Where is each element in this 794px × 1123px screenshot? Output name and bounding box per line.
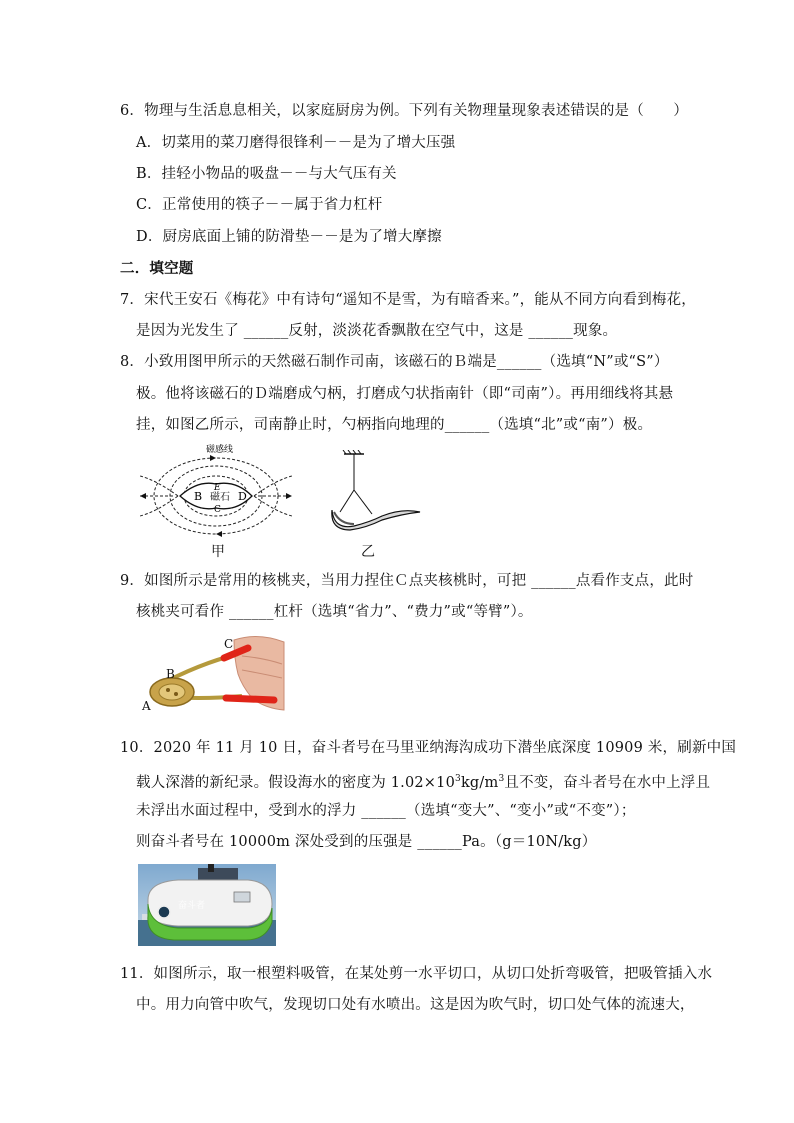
point-b-label-nut: B — [166, 667, 175, 681]
submersible-photo — [138, 864, 276, 946]
q8-line-1: 8．小致用图甲所示的天然磁石制作司南，该磁石的Ｂ端是______（选填“N”或“S”） — [120, 354, 669, 370]
q6-option-d: D．厨房底面上铺的防滑垫－－是为了增大摩擦 — [136, 229, 442, 245]
q10-unit: kg/m — [460, 774, 499, 791]
magnet-field-figure — [136, 440, 296, 538]
point-c-label-nut: C — [224, 637, 234, 651]
caption-right: 乙 — [361, 544, 375, 560]
q8-line-3: 挂，如图乙所示，司南静止时，勺柄指向地理的______（选填“北”或“南”）极。 — [136, 417, 653, 433]
q7-line-2: 是因为光发生了 ______反射，淡淡花香飘散在空气中，这是 ______现象。 — [136, 323, 618, 339]
q6-stem: 6．物理与生活息息相关，以家庭厨房为例。下列有关物理量现象表述错误的是（ ） — [120, 103, 689, 119]
q9-line-1: 9．如图所示是常用的核桃夹，当用力捏住Ｃ点夹核桃时，可把 ______点看作支点，此时 — [120, 573, 694, 589]
q6-option-b: B．挂轻小物品的吸盘－－与大气压有关 — [136, 166, 397, 182]
q10-line-4: 则奋斗者号在 10000m 深处受到的压强是 ______Pa。（g＝10N/kg） — [136, 834, 597, 850]
q6-option-a: A．切菜用的菜刀磨得很锋利－－是为了增大压强 — [136, 135, 456, 151]
magnet-label: 磁石 — [210, 492, 230, 503]
point-a-label: A — [142, 699, 151, 713]
q10-line-2-post: 且不变，奋斗者号在水中上浮且 — [504, 774, 711, 791]
sinan-spoon-figure — [326, 450, 422, 532]
point-d-label: D — [238, 490, 247, 503]
field-line-label: 磁感线 — [206, 445, 234, 455]
q6-option-c: C．正常使用的筷子－－属于省力杠杆 — [136, 197, 383, 213]
q8-line-2: 极。他将该磁石的Ｄ端磨成勺柄，打磨成勺状指南针（即“司南”）。再用细线将其悬 — [136, 386, 674, 402]
q7-line-1: 7．宋代王安石《梅花》中有诗句“遥知不是雪，为有暗香来。”，能从不同方向看到梅花， — [120, 292, 696, 308]
nutcracker-figure — [138, 634, 288, 718]
q10-line-2-pre: 载人深潜的新纪录。假设海水的密度为 1.02×10 — [136, 774, 455, 791]
point-b-label: B — [194, 490, 203, 503]
submersible-name: 奋斗者 — [178, 901, 206, 911]
q10-line-2 — [136, 769, 710, 793]
q9-line-2: 核桃夹可看作 ______杠杆（选填“省力”、“费力”或“等臂”）。 — [136, 604, 533, 620]
q10-line-3: 未浮出水面过程中，受到水的浮力 ______（选填“变大”、“变小”或“不变”）； — [136, 803, 636, 819]
q10-exponent-1: 3 — [455, 774, 461, 784]
point-c-label: C — [214, 505, 221, 515]
q10-line-1: 10．2020 年 11 月 10 日，奋斗者号在马里亚纳海沟成功下潜坐底深度 10909 米，刷新中国 — [120, 740, 737, 756]
q11-line-1: 11．如图所示，取一根塑料吸管，在某处剪一水平切口，从切口处折弯吸管，把吸管插入水 — [120, 966, 713, 982]
section-heading: 二．填空题 — [120, 260, 194, 277]
q10-exponent-2: 3 — [498, 774, 505, 784]
caption-left: 甲 — [211, 544, 225, 560]
q11-line-2: 中。用力向管中吹气，发现切口处有水喷出。这是因为吹气时，切口处气体的流速大， — [136, 997, 695, 1013]
point-e-label: E — [214, 483, 221, 493]
